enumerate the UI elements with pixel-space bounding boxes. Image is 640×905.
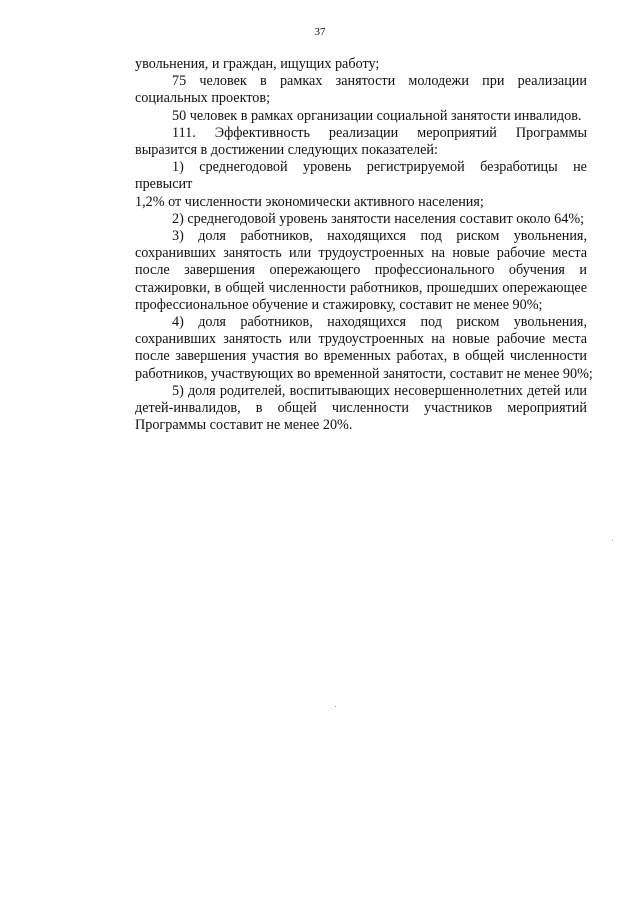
indicator-item-2 (98, 211, 587, 228)
scan-speck (335, 706, 336, 707)
text-line: 1,2% от численности экономически активного населения; (135, 193, 484, 210)
paragraph-continuation (98, 56, 587, 73)
text-line: 75 человек в рамках занятости молодежи при реализации (172, 73, 587, 90)
text-line: Программы составит не менее 20%. (135, 417, 353, 434)
text-line: после завершения участия во временных работах, в общей численности (135, 348, 587, 365)
text-line: увольнения, и граждан, ищущих работу; (135, 56, 380, 72)
text-line: работников, участвующих во временной занятости, составит не менее 90%; (135, 365, 593, 382)
paragraph-youth-employment (98, 73, 587, 107)
paragraph-disabled-employment (98, 108, 587, 125)
text-line: 1) среднегодовой уровень регистрируемой безработицы не превысит (135, 159, 587, 193)
page-number: 37 (314, 26, 326, 38)
text-line: 3) доля работников, находящихся под риском увольнения, (172, 228, 587, 245)
scan-speck (612, 540, 613, 541)
text-line: сохранивших занятость или трудоустроенных на новые рабочие места (135, 331, 587, 348)
text-line: выразится в достижении следующих показателей: (135, 142, 438, 159)
text-line: детей-инвалидов, в общей численности участников мероприятий (135, 400, 587, 417)
text-line: после завершения опережающего профессионального обучения и (135, 262, 587, 279)
indicator-item-5 (98, 383, 587, 435)
text-line: 50 человек в рамках организации социальной занятости инвалидов. (172, 107, 582, 124)
text-line: социальных проектов; (135, 90, 271, 107)
text-line: 2) среднегодовой уровень занятости населения составит около 64%; (172, 210, 585, 227)
paragraph-section-111 (98, 125, 587, 159)
indicator-item-3 (98, 228, 587, 314)
text-line: профессиональное обучение и стажировку, составит не менее 90%; (135, 296, 543, 313)
indicator-item-4 (98, 314, 593, 383)
text-line: 111. Эффективность реализации мероприятий Программы (172, 124, 587, 141)
text-line: 4) доля работников, находящихся под риском увольнения, (172, 314, 587, 331)
text-line: 5) доля родителей, воспитывающих несовершеннолетних детей или (172, 382, 587, 399)
document-body (98, 56, 593, 434)
text-line: стажировки, в общей численности работников, прошедших опережающее (135, 279, 587, 296)
text-line: сохранивших занятость или трудоустроенных на новые рабочие места (135, 245, 587, 262)
indicator-item-1 (98, 159, 587, 211)
